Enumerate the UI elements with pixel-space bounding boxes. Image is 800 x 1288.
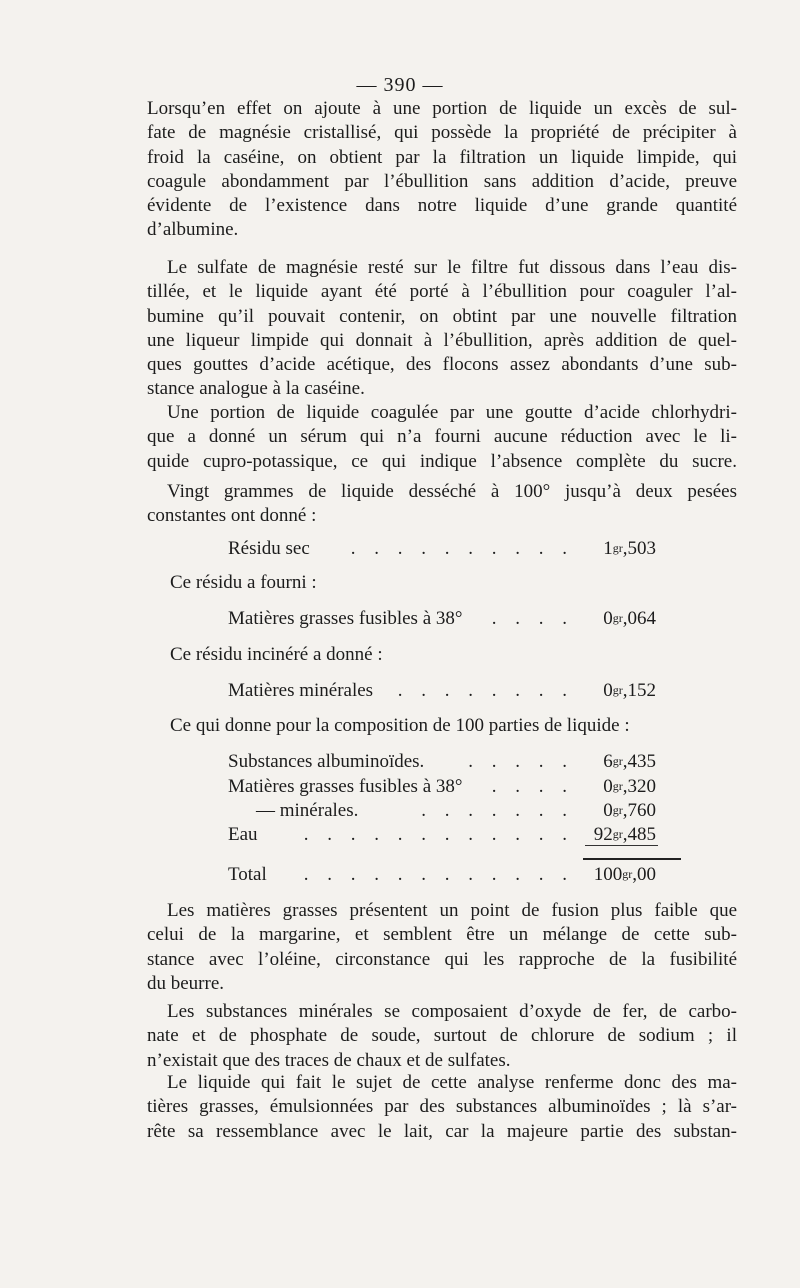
text-line: constantes ont donné : (147, 505, 317, 527)
composition-row (228, 776, 656, 798)
row-label: Substances albuminoïdes. (228, 751, 425, 772)
row-value: $0^{gr},152$ (603, 680, 656, 701)
sum-underline (585, 845, 658, 846)
text-line: ques gouttes d’acide acétique, des flocons assez abondants d’une sub- (147, 354, 737, 376)
text-line: stance analogue à la caséine. (147, 378, 365, 400)
paragraph-vingt-grammes (147, 480, 737, 529)
paragraph-conclusion (147, 1071, 737, 1144)
row-label: Matières grasses fusibles à 38° (228, 608, 463, 629)
text-line: Une portion de liquide coagulée par une goutte d’acide chlorhydri- (167, 402, 737, 423)
text-line: du beurre. (147, 972, 225, 994)
row-value: $100^{gr},00$ (593, 864, 656, 885)
text-line: tillée, et le liquide ayant été porté à l’ébullition pour coaguler l’al- (147, 281, 737, 303)
paragraph-albumine (147, 97, 737, 243)
text-line: Lorsqu’en effet on ajoute à une portion de liquide un excès de sul- (147, 98, 737, 119)
dot-leader: . . . . . . . . . . . . (303, 824, 574, 845)
row-label: Matières grasses fusibles à 38° (228, 776, 463, 797)
text-line: Le liquide qui fait le sujet de cette analyse renferme donc des ma- (167, 1072, 737, 1093)
text-line: Vingt grammes de liquide desséché à 100° jusqu’à deux pesées (167, 481, 737, 502)
text-line: celui de la margarine, et semblent être un mélange de cette sub- (147, 924, 737, 946)
subheading-incinere: Ce résidu incinéré a donné : (170, 644, 383, 665)
text-line: n’existait que des traces de chaux et de sulfates. (147, 1049, 511, 1071)
paragraph-matieres-grasses (147, 899, 737, 996)
text-line: tières grasses, émulsionnées par des substances albuminoïdes ; là s’ar- (147, 1096, 737, 1118)
composition-row (228, 751, 656, 773)
text-line: une liqueur limpide qui donnait à l’ébullition, après addition de quel- (147, 329, 737, 351)
page-number: — 390 — (356, 74, 444, 96)
row-label: Matières minérales (228, 680, 374, 701)
row-value: $0^{gr},064$ (603, 608, 656, 629)
text-line: nate et de phosphate de soude, surtout de chlorure de sodium ; il (147, 1025, 737, 1047)
text-line: stance avec l’oléine, circonstance qui les rapproche de la fusibilité (147, 948, 737, 970)
graisses-row (228, 608, 656, 630)
text-line: que a donné un sérum qui n’a fourni aucune réduction avec le li- (147, 426, 737, 448)
dot-leader: . . . . (491, 776, 574, 797)
text-line: coagule abondamment par l’ébullition sans addition d’acide, preuve (147, 170, 737, 192)
row-value: $0^{gr},320$ (603, 776, 656, 797)
row-value: $0^{gr},760$ (603, 800, 656, 821)
text-line: fate de magnésie cristallisé, qui possède la propriété de précipiter à (147, 122, 737, 144)
text-line: évidente de l’existence dans notre liquide d’une grande quantité (147, 195, 737, 217)
row-value: $92^{gr},485$ (593, 824, 656, 845)
text-line: Le sulfate de magnésie resté sur le filtre fut dissous dans l’eau dis- (167, 257, 737, 278)
text-line: Les matières grasses présentent un point de fusion plus faible que (167, 900, 737, 921)
composition-row (228, 800, 656, 822)
residu-sec-row (228, 538, 656, 560)
text-line: froid la caséine, on obtient par la filtration un liquide limpide, qui (147, 146, 737, 168)
text-line: rête sa ressemblance avec le lait, car la majeure partie des substan- (147, 1120, 737, 1142)
row-label: Résidu sec (228, 538, 310, 559)
total-rule (583, 858, 681, 860)
paragraph-sulfate (147, 256, 737, 402)
row-label: Eau (228, 824, 258, 845)
subheading-fourni: Ce résidu a fourni : (170, 572, 317, 593)
dot-leader: . . . . (491, 608, 574, 629)
row-value: $1^{gr},503$ (603, 538, 656, 559)
text-line: Les substances minérales se composaient d’oxyde de fer, de carbo- (167, 1001, 737, 1022)
minerales-row (228, 680, 656, 702)
composition-intro: Ce qui donne pour la composition de 100 parties de liquide : (170, 715, 630, 736)
text-line: d’albumine. (147, 219, 239, 241)
paragraph-serum (147, 401, 737, 474)
dot-leader: . . . . . (468, 751, 574, 772)
paragraph-substances-minerales (147, 1000, 737, 1073)
row-label: Total (228, 864, 267, 885)
dot-leader: . . . . . . . (421, 800, 574, 821)
dot-leader: . . . . . . . . . . . . (303, 864, 574, 885)
text-line: bumine qu’il pouvait contenir, on obtint par une nouvelle filtration (147, 305, 737, 327)
dot-leader: . . . . . . . . (397, 680, 574, 701)
row-label: — minérales. (256, 800, 359, 821)
composition-row (228, 824, 656, 846)
total-row (228, 864, 656, 886)
row-value: $6^{gr},435$ (603, 751, 656, 772)
dot-leader: . . . . . . . . . . (350, 538, 574, 559)
text-line: quide cupro-potassique, ce qui indique l’absence complète du sucre. (147, 450, 737, 472)
